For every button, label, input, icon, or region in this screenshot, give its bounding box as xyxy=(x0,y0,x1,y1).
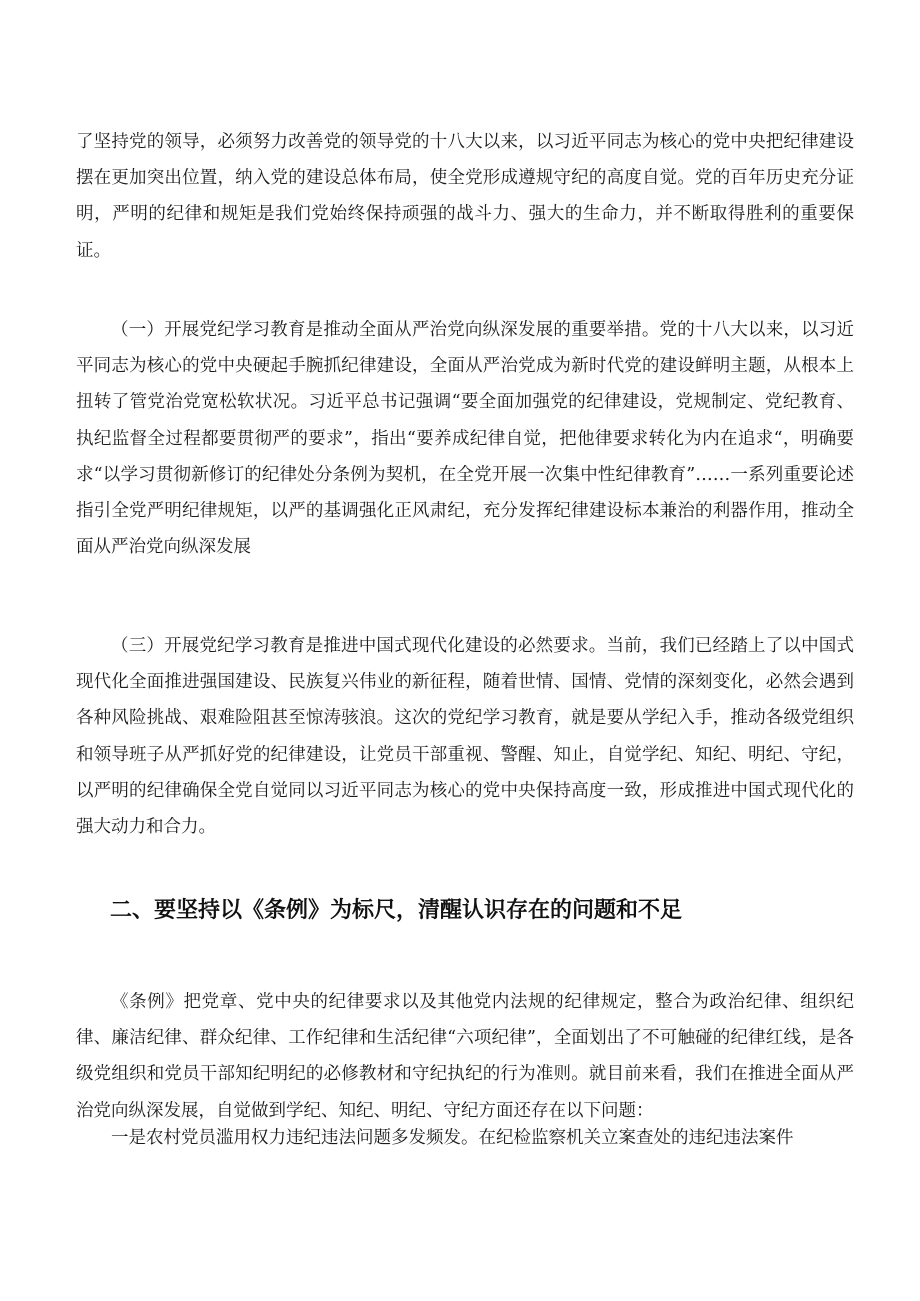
paragraph-party-leadership: 了坚持党的领导，必须努力改善党的领导党的十八大以来，以习近平同志为核心的党中央把纪律建设摆在更加突出位置，纳入党的建设总体布局，使全党形成遵规守纪的高度自觉。党的百年历史充分证明，严明的纪律和规矩是我们党始终保持顽强的战斗力、强大的生命力，并不断取得胜利的重要保证。 xyxy=(76,132,854,261)
section-heading-two: 二、要坚持以《条例》为标尺，清醒认识存在的问题和不足 xyxy=(110,898,683,923)
paragraph-problem-one: 一是农村党员滥用权力违纪违法问题多发频发。在纪检监察机关立案查处的违纪违法案件 xyxy=(111,1128,794,1148)
paragraph-regulations: 《条例》把党章、党中央的纪律要求以及其他党内法规的纪律规定，整合为政治纪律、组织纪律、廉洁纪律、群众纪律、工作纪律和生活纪律“六项纪律”，全面划出了不可触碰的纪律红线，是各级党组织和党员干部知纪明纪的必修教材和守纪执纪的行为准则。就目前来看，我们在推进全面从严治党向纵深发展，自觉做到学纪、知纪、明纪、守纪方面还存在以下问题： xyxy=(76,992,854,1121)
paragraph-section-three: （三）开展党纪学习教育是推进中国式现代化建设的必然要求。当前，我们已经踏上了以中国式现代化全面推进强国建设、民族复兴伟业的新征程，随着世情、国情、党情的深刻变化，必然会遇到各种风险挑战、艰难险阻甚至惊涛骇浪。这次的党纪学习教育，就是要从学纪入手，推动各级党组织和领导班子从严抓好党的纪律建设，让党员干部重视、警醒、知止，自觉学纪、知纪、明纪、守纪，以严明的纪律确保全党自觉同以习近平同志为核心的党中央保持高度一致，形成推进中国式现代化的强大动力和合力。 xyxy=(76,636,854,838)
paragraph-section-one: （一）开展党纪学习教育是推动全面从严治党向纵深发展的重要举措。党的十八大以来，以习近平同志为核心的党中央硬起手腕抓纪律建设，全面从严治党成为新时代党的建设鲜明主题，从根本上扭转了管党治党宽松软状况。习近平总书记强调“要全面加强党的纪律建设，党规制定、党纪教育、执纪监督全过程都要贯彻严的要求”，指出“要养成纪律自觉，把他律要求转化为内在追求“，明确要求“以学习贯彻新修订的纪律处分条例为契机，在全党开展一次集中性纪律教育”……一系列重要论述指引全党严明纪律规矩，以严的基调强化正风肃纪，充分发挥纪律建设标本兼治的利器作用，推动全面从严治党向纵深发展 xyxy=(76,320,854,558)
